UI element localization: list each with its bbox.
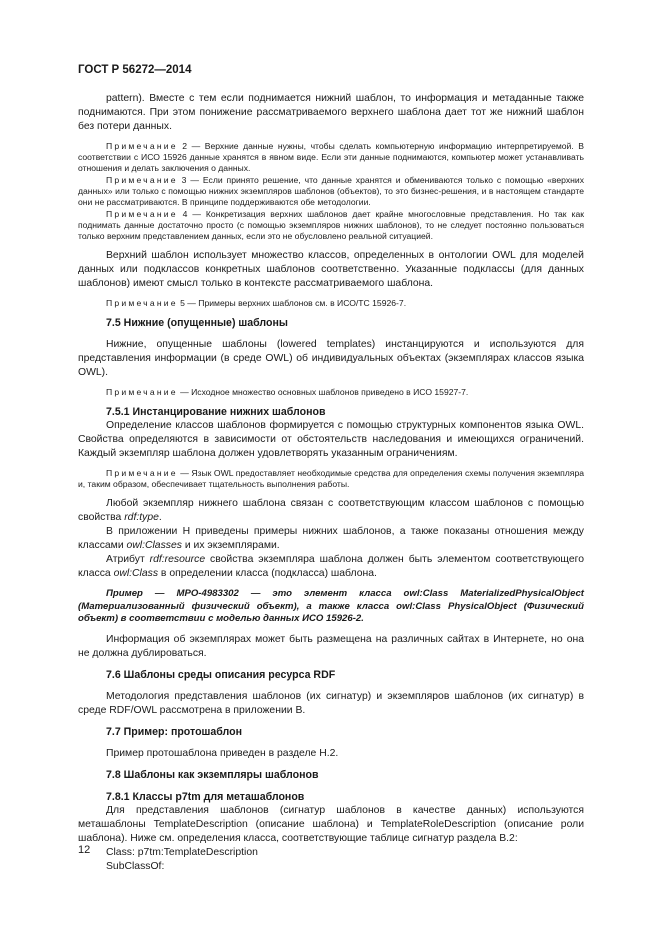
text-run: свойства экземпляра шаблона должен быть элементом соответствующего класса: [78, 554, 584, 579]
note-label: Примечание: [106, 209, 178, 219]
note-text: 5 — Примеры верхних шаблонов см. в ИСО/ТС 15926-7.: [177, 298, 407, 308]
paragraph: [78, 553, 584, 581]
paragraph: Нижние, опущенные шаблоны (lowered templates) инстанцируются и используются для представления информации (в среде OWL) об индивидуальных объектах (экземплярах классов языка OWL).: [78, 339, 584, 378]
note-label: Примечание: [106, 468, 178, 478]
note-text: 3 — Если принято решение, что данные хранятся и обмениваются только с помощью «верхних данных» или только с помощью нижних экземпляров шаблонов (объектов), то это бизнес-решения, и в настоящем стандарте они не рассматриваются. В принципе поддерживаются обе методологии.: [78, 175, 584, 207]
note-label: Примечание: [106, 141, 178, 151]
example-paragraph: Пример — MPO-4983302 — это элемент класса owl:Class MaterializedPhysicalObject (Материализованный физический объект), а также класса owl:Class PhysicalObject (Физический объект) в соответствии с моделью данных ИСО 15926-2.: [78, 588, 584, 624]
note-5: [78, 298, 584, 309]
section-heading-7-7: 7.7 Пример: протошаблон: [106, 725, 242, 738]
code-term: owl:Class: [113, 568, 159, 579]
note-text: — Язык OWL предоставляет необходимые средства для определения схемы получения экземпляра и, таким образом, обеспечивает тщательность выполнения работы.: [78, 468, 584, 489]
note-text: — Исходное множество основных шаблонов приведено в ИСО 15927-7.: [177, 387, 469, 397]
text-run: Любой экземпляр нижнего шаблона связан с соответствующим классом шаблонов с помощью свойства: [78, 498, 584, 523]
note-4: [78, 209, 584, 242]
text-run: и их экземплярами.: [181, 540, 280, 551]
note-text: 2 — Верхние данные нужны, чтобы сделать компьютерную информацию интерпретируемой. В соответствии с ИСО 15926 данные хранятся в явном виде. Если эти данные поднимаются, компьютер может устанавливать отношения и делать заключения о данных.: [78, 141, 584, 173]
paragraph: Определение классов шаблонов формируется с помощью структурных компонентов языка OWL. Свойства определяются в зависимости от обстоятельств наследования и имеющихся ограничений. Каждый экземпляр шаблона должен удовлетворять указанным ограничениям.: [78, 420, 584, 459]
section-heading-7-8-1: 7.8.1 Классы p7tm для меташаблонов: [106, 790, 305, 803]
code-term: owl:Classes: [126, 540, 182, 551]
section-heading-7-5: 7.5 Нижние (опущенные) шаблоны: [106, 317, 288, 329]
code-line: SubClassOf:: [106, 860, 165, 872]
note-2: [78, 141, 584, 174]
section-heading-7-8: 7.8 Шаблоны как экземпляры шаблонов: [106, 768, 319, 781]
note-text: 4 — Конкретизация верхних шаблонов дает крайне многословные представления. Но так как поднимать данные достаточно просто (с помощью экземпляров нижних шаблонов), то не следует постоянно пользоваться только верхним представлением данных, если это не обусловлено реальной ситуацией.: [78, 209, 584, 241]
note-7: [78, 468, 584, 490]
paragraph: Пример протошаблона приведен в разделе Н.2.: [106, 747, 339, 759]
page-number: 12: [78, 844, 91, 856]
text-run: .: [158, 512, 162, 523]
page-content: [78, 92, 584, 874]
section-heading-7-6: 7.6 Шаблоны среды описания ресурса RDF: [106, 668, 336, 681]
paragraph: Верхний шаблон использует множество классов, определенных в онтологии OWL для моделей данных или подклассов конкретных шаблонов соответственно. Указанные подклассы (для данных шаблонов) имеют смысл только в контексте рассматриваемого шаблона.: [78, 250, 584, 289]
paragraph: Для представления шаблонов (сигнатур шаблонов в качестве данных) используются меташаблоны TemplateDescription (описание шаблона) и TemplateRoleDescription (описание роли шаблона). Ниже см. определения класса, соответствующие таблице сигнатур раздела В.2:: [78, 804, 584, 844]
note-label: Примечание: [106, 175, 178, 185]
note-label: Примечание: [106, 298, 178, 308]
code-term: rdf:resource: [149, 554, 206, 565]
paragraph: [78, 497, 584, 525]
note-label: Примечание: [106, 387, 178, 397]
paragraph: Информация об экземплярах может быть размещена на различных сайтах в Интернете, но она не должна дублироваться.: [78, 633, 584, 659]
paragraph: pattern). Вместе с тем если поднимается нижний шаблон, то информация и метаданные также поднимаются. При этом понижение рассматриваемого верхнего шаблона дает тот же нижний шаблон без потери данных.: [78, 93, 584, 132]
note-3: [78, 175, 584, 208]
paragraph: Методология представления шаблонов (их сигнатур) и экземпляров шаблонов (их сигнатур) в среде RDF/OWL рассмотрена в приложении В.: [78, 690, 584, 716]
note-6: [78, 387, 584, 398]
paragraph: [78, 525, 584, 553]
section-heading-7-5-1: 7.5.1 Инстанцирование нижних шаблонов: [106, 406, 326, 418]
code-term: rdf:type: [124, 512, 159, 523]
code-line: Class: p7tm:TemplateDescription: [106, 846, 258, 858]
text-run: Атрибут: [106, 554, 150, 565]
page-header: ГОСТ Р 56272—2014: [78, 64, 192, 76]
text-run: В приложении Н приведены примеры нижних шаблонов, а также показаны отношения между классами: [78, 526, 584, 551]
text-run: в определении класса (подкласса) шаблона.: [158, 568, 377, 579]
